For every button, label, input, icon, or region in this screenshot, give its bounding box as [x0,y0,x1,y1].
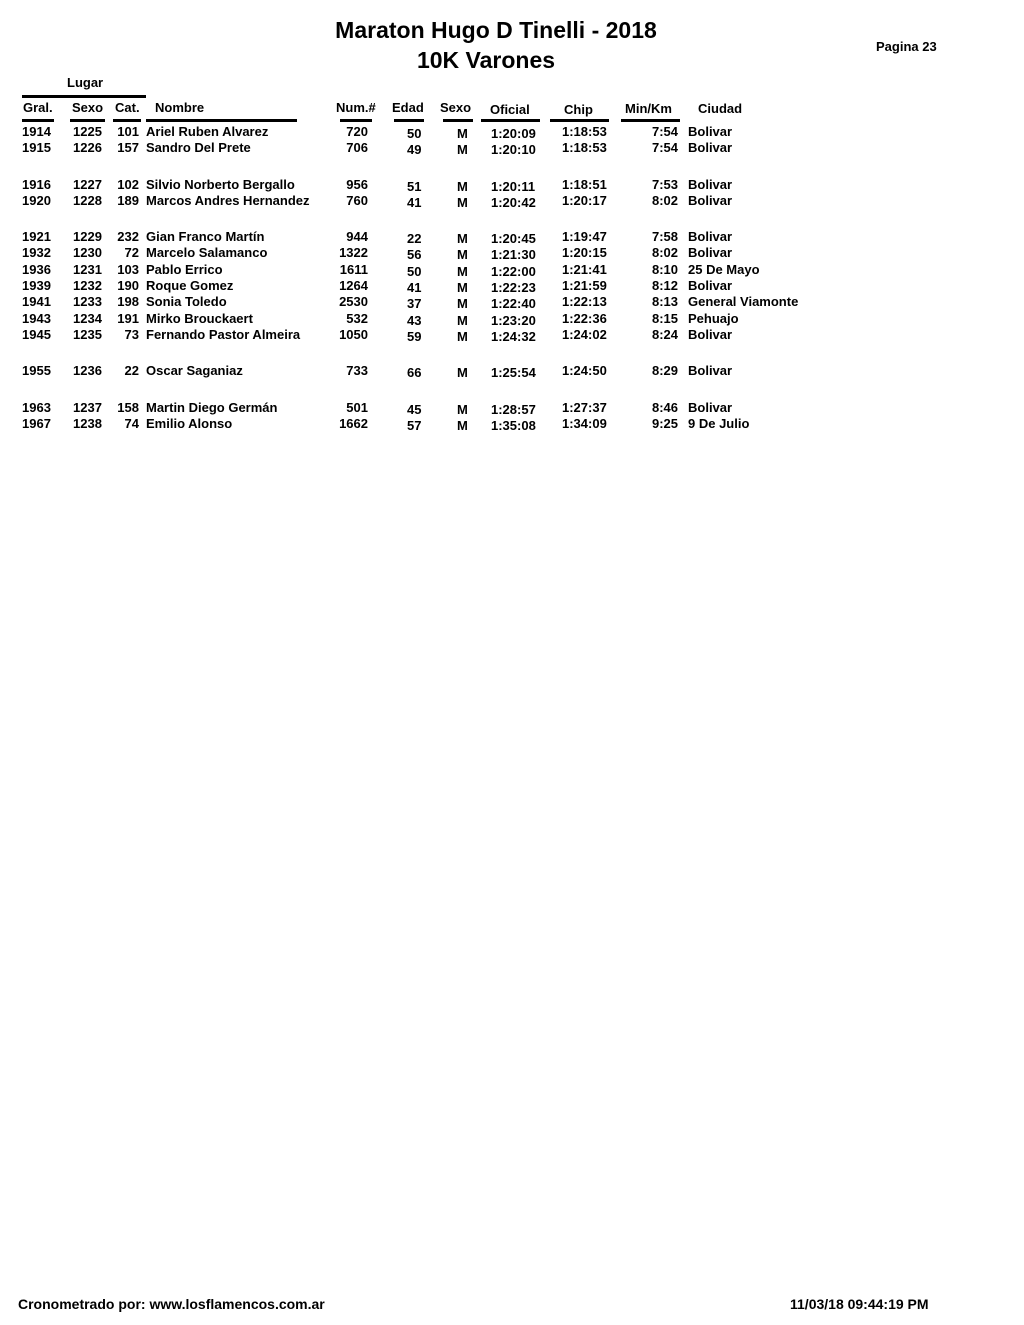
cell-cat: 101 [117,124,139,139]
cell-nombre: Silvio Norberto Bergallo [146,177,295,192]
cell-nombre: Mirko Brouckaert [146,311,253,326]
cell-nombre: Fernando Pastor Almeira [146,327,301,342]
cell-gral: 1936 [22,262,51,277]
cell-ciudad: Bolivar [688,124,733,139]
cell-oficial: 1:35:08 [491,418,536,433]
cell-sexo-place: 1232 [73,278,102,293]
cell-edad: 50 [407,126,422,141]
header-nombre: Nombre [155,100,205,115]
cell-chip: 1:20:15 [562,245,607,260]
cell-num: 760 [346,193,368,208]
cell-ciudad: Bolivar [688,278,733,293]
cell-edad: 41 [407,280,422,295]
cell-gral: 1955 [22,363,51,378]
cell-edad: 51 [407,179,422,194]
cell-edad: 49 [407,142,422,157]
cell-num: 706 [346,140,368,155]
table-row [0,416,1024,432]
cell-sexo: M [457,280,468,295]
cell-cat: 190 [117,278,139,293]
cell-nombre: Martin Diego Germán [146,400,278,415]
cell-sexo: M [457,313,468,328]
cell-num: 2530 [339,294,368,309]
cell-sexo: M [457,231,468,246]
header-edad: Edad [392,100,424,115]
cell-gral: 1941 [22,294,51,309]
cell-nombre: Sandro Del Prete [146,140,251,155]
cell-minkm: 8:46 [651,400,678,415]
cell-sexo: M [457,402,468,417]
table-row [0,400,1024,416]
cell-nombre: Oscar Saganiaz [146,363,243,378]
header-rule-gral [22,119,54,122]
cell-edad: 59 [407,329,422,344]
header-rule-cat [113,119,141,122]
cell-oficial: 1:20:10 [491,142,536,157]
header-rule-num [340,119,372,122]
cell-ciudad: Bolivar [688,363,733,378]
cell-sexo-place: 1235 [73,327,102,342]
cell-oficial: 1:22:00 [491,264,536,279]
cell-gral: 1963 [22,400,51,415]
header-sexo: Sexo [440,100,472,115]
cell-sexo-place: 1234 [73,311,102,326]
table-row [0,229,1024,245]
header-rule-minkm [621,119,680,122]
cell-gral: 1967 [22,416,51,431]
header-rule-sexo [443,119,473,122]
cell-num: 1264 [339,278,368,293]
cell-gral: 1945 [22,327,51,342]
cell-minkm: 7:53 [651,177,678,192]
table-row [0,140,1024,156]
cell-ciudad: Pehuajo [688,311,739,326]
footer-timing-credit: Cronometrado por: www.losflamencos.com.ar [18,1296,325,1312]
cell-gral: 1920 [22,193,51,208]
table-row [0,245,1024,261]
cell-gral: 1921 [22,229,51,244]
cell-minkm: 8:24 [651,327,678,342]
cell-nombre: Sonia Toledo [146,294,227,309]
header-cat: Cat. [115,100,140,115]
cell-ciudad: Bolivar [688,400,733,415]
cell-ciudad: Bolivar [688,140,733,155]
cell-cat: 198 [117,294,139,309]
cell-chip: 1:21:59 [562,278,607,293]
header-rule-chip [550,119,609,122]
cell-gral: 1939 [22,278,51,293]
cell-oficial: 1:22:40 [491,296,536,311]
cell-num: 720 [346,124,368,139]
cell-sexo: M [457,296,468,311]
cell-chip: 1:19:47 [562,229,607,244]
header-sexo-place: Sexo [72,100,104,115]
cell-gral: 1916 [22,177,51,192]
cell-chip: 1:18:53 [562,140,607,155]
cell-minkm: 8:13 [651,294,678,309]
cell-cat: 72 [124,245,139,260]
cell-minkm: 8:12 [651,278,678,293]
cell-ciudad: Bolivar [688,177,733,192]
cell-minkm: 9:25 [651,416,678,431]
cell-cat: 157 [117,140,139,155]
table-row [0,193,1024,209]
header-ciudad: Ciudad [698,101,743,116]
cell-cat: 158 [117,400,139,415]
cell-minkm: 7:54 [651,140,678,155]
cell-minkm: 8:02 [651,193,678,208]
cell-sexo-place: 1233 [73,294,102,309]
cell-sexo-place: 1230 [73,245,102,260]
cell-ciudad: 9 De Julio [688,416,750,431]
cell-chip: 1:22:13 [562,294,607,309]
cell-num: 944 [346,229,368,244]
cell-chip: 1:27:37 [562,400,607,415]
cell-minkm: 7:58 [651,229,678,244]
cell-nombre: Roque Gomez [146,278,234,293]
cell-oficial: 1:25:54 [491,365,536,380]
cell-sexo: M [457,247,468,262]
cell-cat: 22 [124,363,139,378]
cell-nombre: Ariel Ruben Alvarez [146,124,269,139]
cell-minkm: 8:29 [651,363,678,378]
header-rule-sexo-place [70,119,105,122]
report-subtitle: 10K Varones [416,47,556,73]
cell-chip: 1:24:02 [562,327,607,342]
cell-num: 1050 [339,327,368,342]
table-row [0,294,1024,310]
cell-sexo-place: 1229 [73,229,102,244]
cell-minkm: 8:10 [651,262,678,277]
cell-sexo-place: 1236 [73,363,102,378]
cell-sexo: M [457,142,468,157]
table-row [0,177,1024,193]
cell-chip: 1:22:36 [562,311,607,326]
cell-gral: 1932 [22,245,51,260]
cell-sexo-place: 1231 [73,262,102,277]
cell-nombre: Marcos Andres Hernandez [146,193,310,208]
cell-edad: 41 [407,195,422,210]
header-rule-oficial [481,119,540,122]
cell-num: 1611 [339,262,368,277]
cell-ciudad: 25 De Mayo [688,262,760,277]
cell-sexo: M [457,126,468,141]
cell-edad: 50 [407,264,422,279]
cell-oficial: 1:20:45 [491,231,536,246]
cell-oficial: 1:23:20 [491,313,536,328]
cell-num: 1662 [339,416,368,431]
header-num: Num.# [336,100,376,115]
cell-num: 532 [346,311,368,326]
cell-cat: 103 [117,262,139,277]
cell-nombre: Marcelo Salamanco [146,245,268,260]
cell-ciudad: Bolivar [688,229,733,244]
cell-sexo: M [457,264,468,279]
cell-sexo-place: 1237 [73,400,102,415]
cell-sexo-place: 1228 [73,193,102,208]
table-row [0,124,1024,140]
header-oficial: Oficial [490,102,530,117]
header-rule-nombre [146,119,297,122]
cell-sexo: M [457,365,468,380]
cell-chip: 1:34:09 [562,416,607,431]
header-gral: Gral. [23,100,53,115]
cell-chip: 1:18:51 [562,177,607,192]
cell-gral: 1914 [22,124,51,139]
cell-sexo-place: 1238 [73,416,102,431]
cell-edad: 56 [407,247,422,262]
cell-sexo-place: 1225 [73,124,102,139]
cell-ciudad: Bolivar [688,193,733,208]
cell-gral: 1943 [22,311,51,326]
cell-num: 733 [346,363,368,378]
cell-sexo-place: 1226 [73,140,102,155]
cell-cat: 74 [124,416,139,431]
group-header-rule [22,95,146,98]
cell-cat: 189 [117,193,139,208]
cell-chip: 1:21:41 [562,262,607,277]
cell-oficial: 1:20:09 [491,126,536,141]
cell-edad: 66 [407,365,422,380]
cell-num: 956 [346,177,368,192]
cell-oficial: 1:24:32 [491,329,536,344]
cell-ciudad: Bolivar [688,245,733,260]
cell-oficial: 1:21:30 [491,247,536,262]
cell-nombre: Pablo Errico [146,262,223,277]
cell-minkm: 7:54 [651,124,678,139]
cell-sexo: M [457,179,468,194]
cell-gral: 1915 [22,140,51,155]
footer-printed-at: 11/03/18 09:44:19 PM [790,1296,929,1312]
page-number: Pagina 23 [876,39,937,54]
cell-ciudad: General Viamonte [688,294,799,309]
cell-edad: 37 [407,296,422,311]
cell-edad: 22 [407,231,422,246]
cell-oficial: 1:20:11 [491,179,536,194]
cell-chip: 1:18:53 [562,124,607,139]
cell-edad: 57 [407,418,422,433]
table-row [0,278,1024,294]
cell-ciudad: Bolivar [688,327,733,342]
cell-nombre: Gian Franco Martín [146,229,265,244]
cell-oficial: 1:28:57 [491,402,536,417]
table-row [0,262,1024,278]
cell-edad: 45 [407,402,422,417]
cell-minkm: 8:15 [651,311,678,326]
cell-chip: 1:20:17 [562,193,607,208]
table-row [0,311,1024,327]
cell-cat: 191 [117,311,139,326]
header-chip: Chip [564,102,593,117]
cell-edad: 43 [407,313,422,328]
cell-num: 501 [346,400,368,415]
cell-chip: 1:24:50 [562,363,607,378]
cell-cat: 232 [117,229,139,244]
header-rule-edad [394,119,424,122]
cell-cat: 102 [117,177,139,192]
cell-nombre: Emilio Alonso [146,416,233,431]
cell-sexo: M [457,329,468,344]
cell-oficial: 1:20:42 [491,195,536,210]
cell-sexo: M [457,418,468,433]
cell-oficial: 1:22:23 [491,280,536,295]
cell-cat: 73 [124,327,139,342]
header-minkm: Min/Km [625,101,672,116]
cell-sexo: M [457,195,468,210]
cell-minkm: 8:02 [651,245,678,260]
report-title: Maraton Hugo D Tinelli - 2018 [335,17,657,43]
cell-num: 1322 [339,245,368,260]
group-header-lugar: Lugar [67,75,104,90]
cell-sexo-place: 1227 [73,177,102,192]
table-row [0,327,1024,343]
table-row [0,363,1024,379]
